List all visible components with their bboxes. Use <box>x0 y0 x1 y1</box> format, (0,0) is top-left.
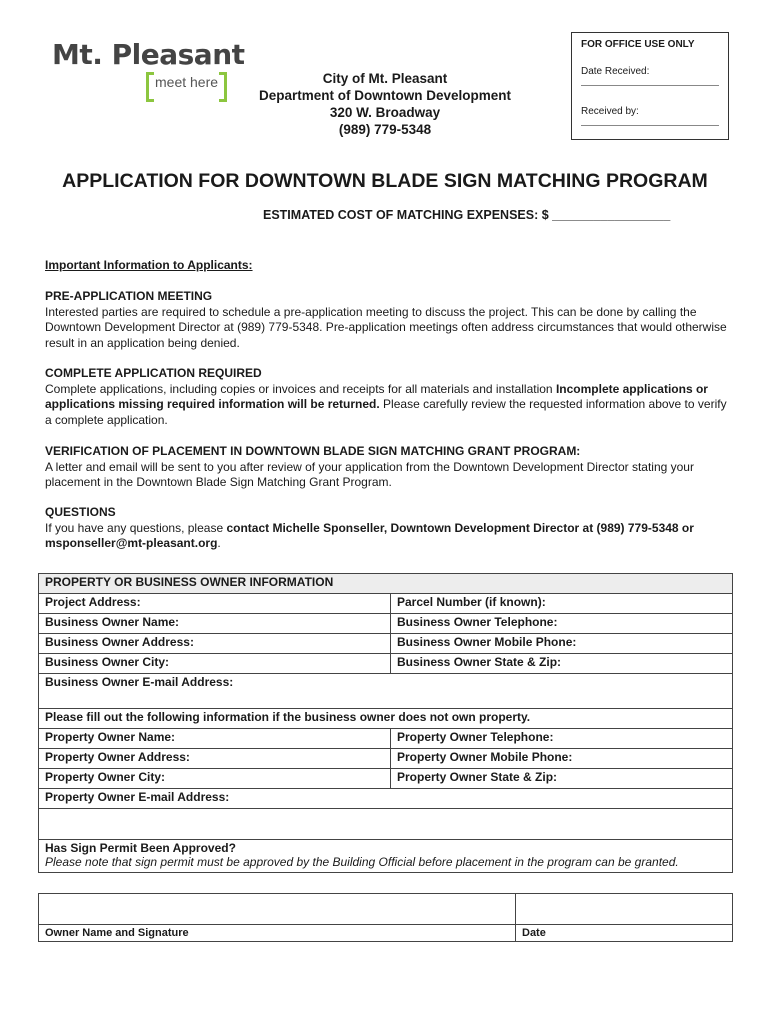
owner-information-table <box>38 573 733 873</box>
business-owner-state-zip-field[interactable]: Business Owner State & Zip: <box>391 654 733 674</box>
date-received-field[interactable] <box>581 84 719 86</box>
signature-table <box>38 893 733 942</box>
pre-application-text: Interested parties are required to schedule a pre-application meeting to discuss the project. This can be done by calling the Downtown Development Director at (989) 779-5348. Pre-application meetings often address circumstances that would otherwise result in an application being denied. <box>45 304 727 350</box>
property-owner-address-field[interactable]: Property Owner Address: <box>39 749 391 769</box>
questions-text: If you have any questions, please contact Michelle Sponseller, Downtown Development Director at (989) 779-5348 or msponseller@mt-pleasant.org. <box>45 520 694 550</box>
verification-section <box>45 444 730 491</box>
signature-date-label: Date <box>516 925 733 942</box>
verification-heading: VERIFICATION OF PLACEMENT IN DOWNTOWN BLADE SIGN MATCHING GRANT PROGRAM: <box>45 444 581 458</box>
business-owner-name-field[interactable]: Business Owner Name: <box>39 614 391 634</box>
pre-application-heading: PRE-APPLICATION MEETING <box>45 289 213 303</box>
verification-text: A letter and email will be sent to you after review of your application from the Downtown Development Director stating your placement in the Downtown Blade Sign Matching Grant Program. <box>45 459 694 489</box>
sign-permit-section[interactable] <box>39 840 733 873</box>
received-by-field[interactable] <box>581 124 719 126</box>
logo: Mt. Pleasant <box>52 38 245 71</box>
property-owner-note: Please fill out the following information if the business owner does not own property. <box>39 709 733 729</box>
complete-application-heading: COMPLETE APPLICATION REQUIRED <box>45 366 262 380</box>
complete-application-text: Complete applications, including copies or invoices and receipts for all materials and installation Incomplete applications or applications missing required information will be returned. Please carefully review the requested information above to verify a complete application. <box>45 381 727 427</box>
sign-permit-note: Please note that sign permit must be approved by the Building Official before placement in the program can be granted. <box>45 855 679 869</box>
received-by-label: Received by: <box>581 106 639 117</box>
estimated-cost-field[interactable]: ESTIMATED COST OF MATCHING EXPENSES: $ _________________ <box>263 208 671 222</box>
date-received-label: Date Received: <box>581 66 650 77</box>
business-owner-city-field[interactable]: Business Owner City: <box>39 654 391 674</box>
department-header <box>245 70 525 138</box>
department-address: 320 W. Broadway <box>329 105 441 120</box>
property-owner-name-field[interactable]: Property Owner Name: <box>39 729 391 749</box>
logo-tagline: meet here <box>146 72 227 92</box>
business-owner-email-field[interactable]: Business Owner E-mail Address: <box>39 674 733 709</box>
sign-permit-question: Has Sign Permit Been Approved? <box>45 841 236 855</box>
owner-info-section-header: PROPERTY OR BUSINESS OWNER INFORMATION <box>39 574 733 594</box>
office-use-title: FOR OFFICE USE ONLY <box>581 39 695 50</box>
property-owner-mobile-field[interactable]: Property Owner Mobile Phone: <box>391 749 733 769</box>
complete-application-section <box>45 366 730 428</box>
questions-heading: QUESTIONS <box>45 505 116 519</box>
owner-signature-label: Owner Name and Signature <box>39 925 516 942</box>
important-heading: Important Information to Applicants: <box>45 258 253 272</box>
business-owner-telephone-field[interactable]: Business Owner Telephone: <box>391 614 733 634</box>
project-address-field[interactable]: Project Address: <box>39 594 391 614</box>
questions-section <box>45 505 730 552</box>
business-owner-address-field[interactable]: Business Owner Address: <box>39 634 391 654</box>
property-owner-state-zip-field[interactable]: Property Owner State & Zip: <box>391 769 733 789</box>
property-owner-city-field[interactable]: Property Owner City: <box>39 769 391 789</box>
city-name: City of Mt. Pleasant <box>322 71 448 86</box>
property-owner-email-blank[interactable] <box>39 809 733 840</box>
department-phone: (989) 779-5348 <box>338 122 432 137</box>
business-owner-mobile-field[interactable]: Business Owner Mobile Phone: <box>391 634 733 654</box>
property-owner-email-field[interactable]: Property Owner E-mail Address: <box>39 789 733 809</box>
owner-signature-field[interactable] <box>39 894 516 925</box>
office-use-box <box>571 32 729 140</box>
page-title: APPLICATION FOR DOWNTOWN BLADE SIGN MATCHING PROGRAM <box>62 170 708 192</box>
property-owner-telephone-field[interactable]: Property Owner Telephone: <box>391 729 733 749</box>
signature-date-field[interactable] <box>516 894 733 925</box>
department-name: Department of Downtown Development <box>258 88 511 103</box>
pre-application-section <box>45 289 730 351</box>
parcel-number-field[interactable]: Parcel Number (if known): <box>391 594 733 614</box>
